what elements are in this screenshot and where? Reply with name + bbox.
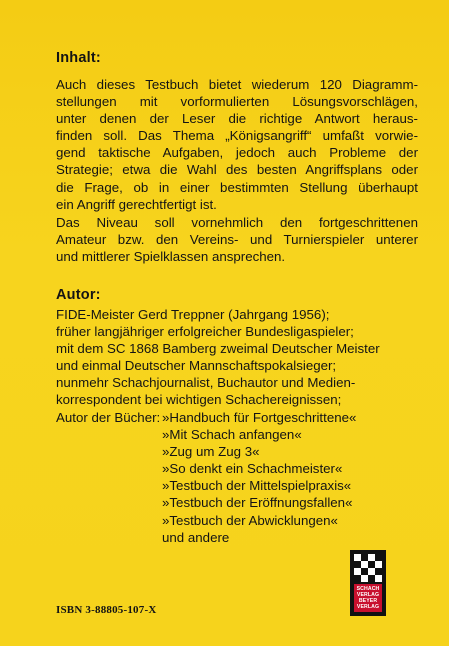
text-line: früher langjähriger erfolgreicher Bundesligaspieler;	[56, 324, 354, 340]
text-line: und mittlerer Spielklassen ansprechen.	[56, 249, 286, 265]
text-line: und einmal Deutscher Mannschaftspokalsieger;	[56, 358, 337, 374]
text-line: nunmehr Schachjournalist, Buchautor und Medien-	[56, 375, 356, 391]
inhalt-paragraph	[56, 76, 418, 213]
list-item	[56, 512, 356, 529]
list-item	[56, 477, 356, 494]
list-item	[56, 460, 356, 477]
text-line: unter denen der Leser die richtige Antwort heraus-	[56, 111, 418, 127]
text-line: Strategie; etwa die Wahl des besten Angriffsplans oder	[56, 162, 418, 178]
text-line: stellungen mit vorformulierten Lösungsvorschlägen,	[56, 94, 418, 110]
text-line: finden soll. Das Thema „Königsangriff“ umfaßt vorwie-	[56, 128, 418, 144]
autor-paragraph	[56, 306, 418, 409]
books-label: Autor der Bücher:	[56, 410, 161, 425]
text-line: die Frage, ob in einer bestimmten Stellung überhaupt	[56, 179, 418, 195]
text-line: gend taktische Aufgaben, jedoch auch Probleme der	[56, 145, 418, 161]
list-item	[56, 426, 356, 443]
book-title: »Testbuch der Mittelspielpraxis«	[162, 478, 352, 494]
chessboard-logo-icon	[354, 554, 382, 582]
book-title: »So denkt ein Schachmeister«	[162, 461, 343, 477]
text-line: mit dem SC 1868 Bamberg zweimal Deutscher Meister	[56, 341, 380, 357]
book-title: »Testbuch der Eröffnungsfallen«	[162, 495, 353, 511]
list-item	[56, 529, 356, 546]
book-title-other: und andere	[162, 529, 230, 545]
publisher-logo	[350, 550, 386, 616]
list-item	[56, 409, 356, 426]
book-title: »Zug um Zug 3«	[162, 444, 260, 460]
list-item	[56, 494, 356, 511]
text-line: Amateur bzw. den Vereins- und Turnierspieler unterer	[56, 232, 418, 248]
text-line: Das Niveau soll vornehmlich den fortgeschrittenen	[56, 215, 418, 230]
niveau-paragraph	[56, 214, 418, 265]
book-title: »Testbuch der Abwicklungen«	[162, 512, 338, 528]
text-line: Auch dieses Testbuch bietet wiederum 120 Diagramm-	[56, 77, 418, 92]
isbn: ISBN 3-88805-107-X	[56, 604, 157, 616]
publisher-logo-text: SCHACH VERLAG BEYER VERLAG	[354, 584, 382, 612]
autor-heading: Autor:	[56, 287, 101, 303]
text-line: korrespondent bei wichtigen Schachereignissen;	[56, 392, 342, 408]
book-title: »Handbuch für Fortgeschrittene«	[162, 410, 357, 425]
text-line: ein Angriff gerechtfertigt ist.	[56, 196, 217, 212]
book-title: »Mit Schach anfangen«	[162, 427, 302, 443]
list-item	[56, 443, 356, 460]
book-list	[56, 409, 356, 546]
inhalt-heading: Inhalt:	[56, 50, 101, 66]
text-line: FIDE-Meister Gerd Treppner (Jahrgang 1956);	[56, 307, 330, 322]
